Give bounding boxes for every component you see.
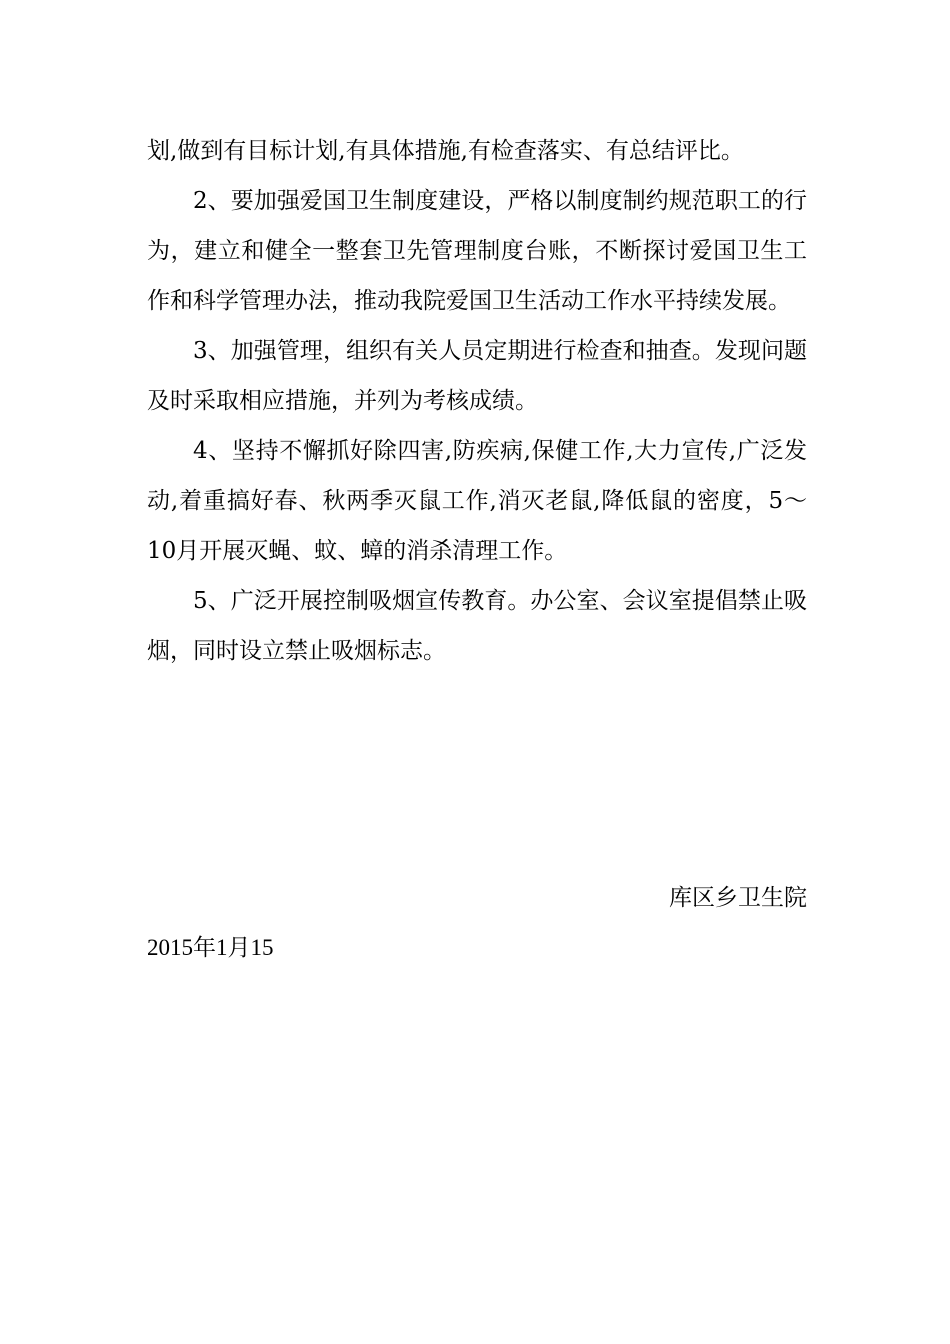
paragraph-item-5: 5、广泛开展控制吸烟宣传教育。办公室、会议室提倡禁止吸烟，同时设立禁止吸烟标志。 — [147, 588, 807, 664]
paragraph-item-2: 2、要加强爱国卫生制度建设，严格以制度制约规范职工的行为，建立和健全一整套卫先管理制度台账，不断探讨爱国卫生工作和科学管理办法，推动我院爱国卫生活动工作水平持续发展。 — [147, 188, 807, 314]
paragraph-item-4: 4、坚持不懈抓好除四害,防疾病,保健工作,大力宣传,广泛发动,着重搞好春、秋两季灭鼠工作,消灭老鼠,降低鼠的密度，5～10月开展灭蝇、蚊、蟑的消杀清理工作。 — [147, 438, 807, 564]
document-body — [147, 126, 807, 676]
paragraph-item-3: 3、加强管理，组织有关人员定期进行检查和抽查。发现问题及时采取相应措施，并列为考核成绩。 — [147, 338, 807, 414]
document-date: 2015年1月15 — [147, 935, 274, 960]
paragraph-continuation: 划,做到有目标计划,有具体措施,有检查落实、有总结评比。 — [147, 138, 744, 164]
signature-organization: 库区乡卫生院 — [669, 885, 807, 911]
